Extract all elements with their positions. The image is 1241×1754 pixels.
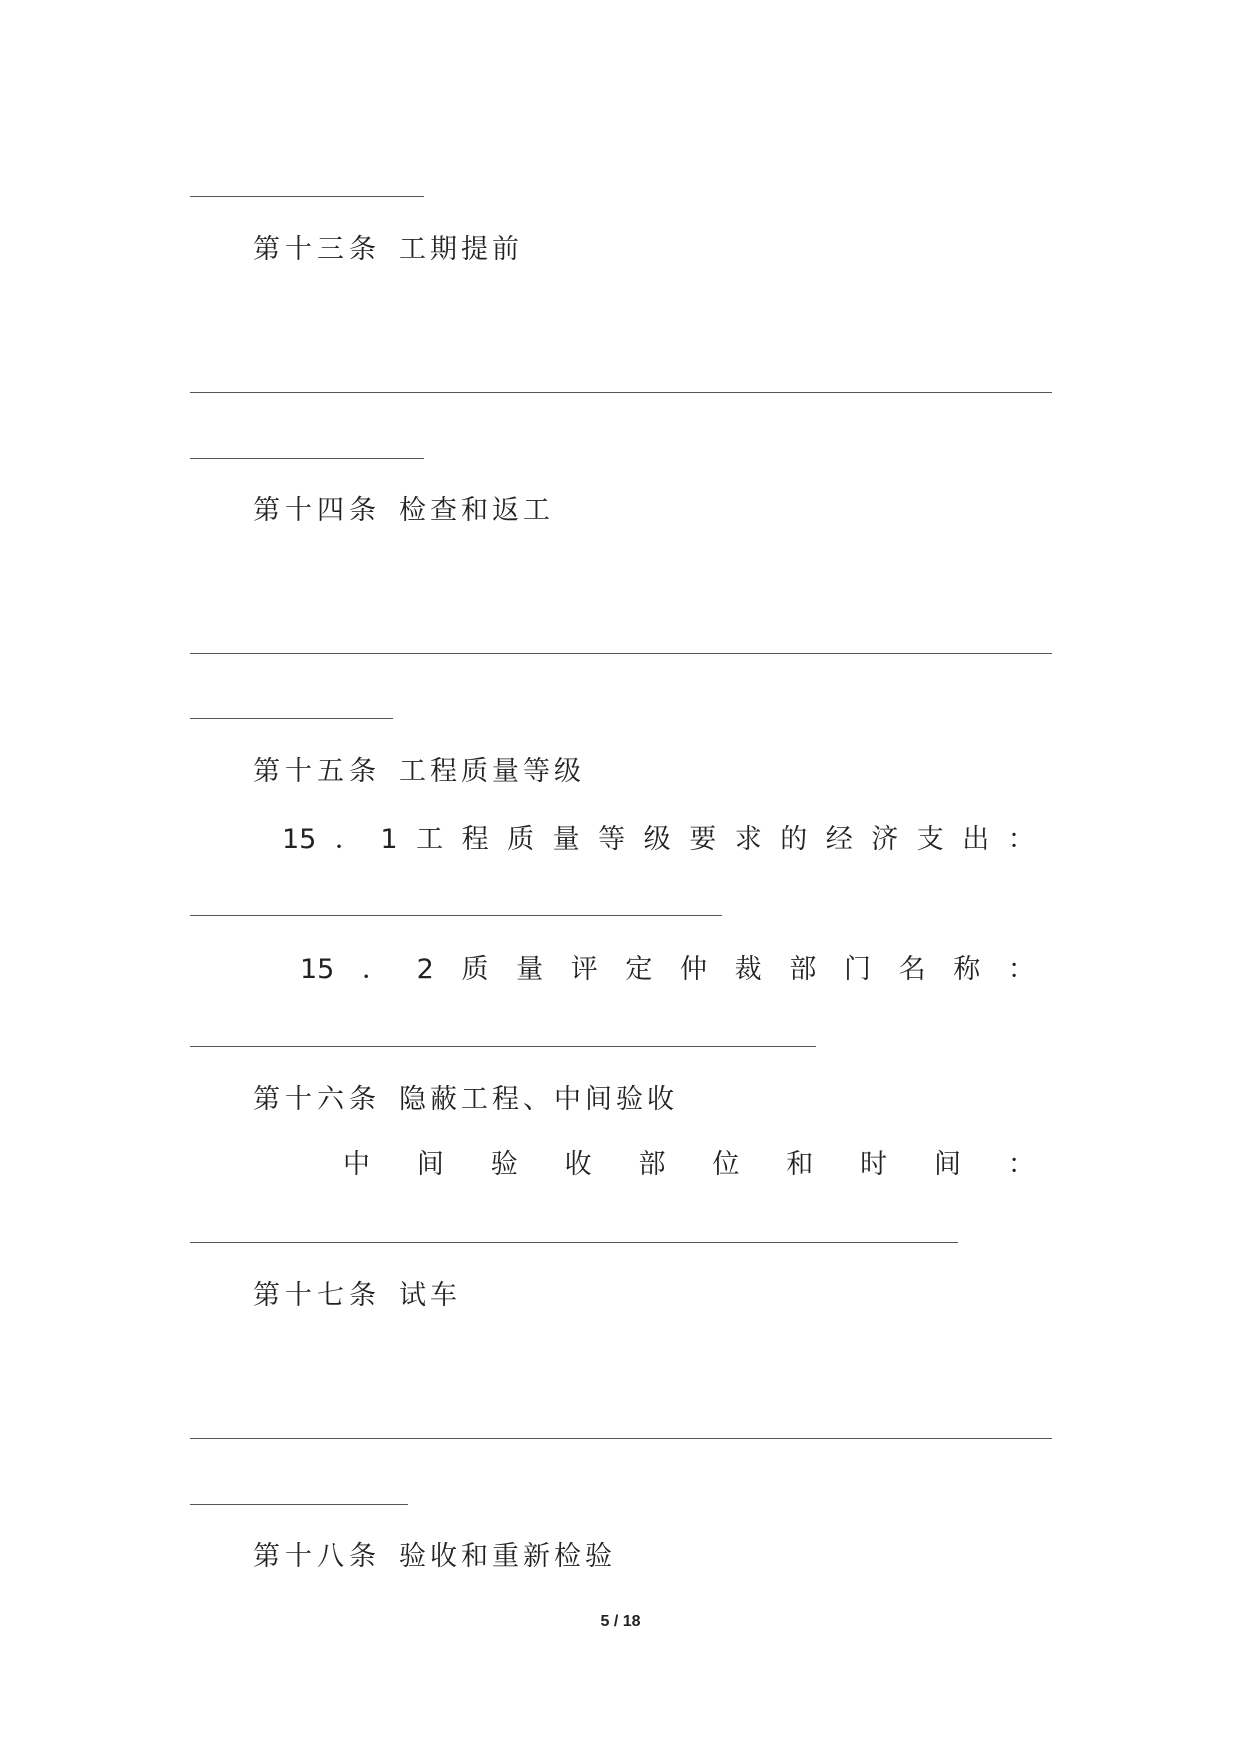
item-16: [343, 1147, 1035, 1183]
article-16-heading: [253, 1082, 678, 1118]
article-number: 第十八条: [253, 1541, 381, 1572]
page-indicator: 5 / 18: [600, 1613, 641, 1630]
spread-glyph: 和: [786, 1149, 814, 1180]
spread-glyph: 间: [934, 1149, 961, 1180]
article-number: 第十七条: [253, 1280, 381, 1311]
spread-glyph: 部: [789, 954, 817, 985]
spread-glyph: ：: [1007, 824, 1035, 855]
article-number: 第十五条: [253, 756, 381, 787]
blank-line: [190, 653, 1052, 654]
blank-line: [190, 1242, 958, 1243]
spread-glyph: 部: [638, 1149, 666, 1180]
spread-glyph: 名: [898, 954, 926, 985]
article-title: 工程质量等级: [399, 756, 585, 787]
blank-line: [190, 458, 424, 459]
spread-glyph: 15: [300, 954, 335, 985]
spread-glyph: 15: [282, 824, 317, 855]
spread-glyph: 验: [490, 1149, 518, 1180]
spread-glyph: 济: [871, 824, 899, 855]
article-number: 第十四条: [253, 495, 381, 526]
spread-glyph: 间: [416, 1149, 444, 1180]
spread-glyph: 称: [953, 954, 981, 985]
spread-glyph: ：: [1007, 1149, 1035, 1180]
blank-line: [190, 196, 424, 197]
blank-line: [190, 1438, 1052, 1439]
article-18-heading: [253, 1539, 616, 1575]
item-15-2: [300, 952, 1035, 988]
article-14-heading: [253, 493, 554, 529]
blank-line: [190, 1046, 816, 1047]
spread-glyph: ．: [362, 954, 389, 985]
blank-line: [190, 392, 1052, 393]
spread-glyph: 级: [643, 824, 671, 855]
article-number: 第十三条: [253, 234, 381, 265]
spread-glyph: 收: [564, 1149, 592, 1180]
spread-glyph: 门: [843, 954, 871, 985]
spread-glyph: 评: [570, 954, 598, 985]
spread-glyph: 质: [507, 824, 535, 855]
article-title: 检查和返工: [399, 495, 554, 526]
spread-glyph: 中: [343, 1149, 370, 1180]
article-17-heading: [253, 1278, 461, 1314]
blank-line: [190, 915, 722, 916]
spread-glyph: 质: [461, 954, 489, 985]
spread-glyph: 1: [380, 824, 398, 855]
article-title: 隐蔽工程、中间验收: [399, 1084, 678, 1115]
spread-glyph: 求: [734, 824, 762, 855]
spread-glyph: 程: [461, 824, 489, 855]
blank-line: [190, 1504, 408, 1505]
spread-glyph: 要: [689, 824, 717, 855]
spread-glyph: 工: [416, 824, 444, 855]
article-title: 试车: [399, 1280, 461, 1311]
item-15-1: [282, 822, 1035, 858]
spread-glyph: 经: [825, 824, 853, 855]
spread-glyph: 等: [598, 824, 626, 855]
article-title: 工期提前: [399, 234, 523, 265]
spread-glyph: ：: [1007, 954, 1035, 985]
spread-glyph: 定: [625, 954, 653, 985]
blank-line: [190, 718, 393, 719]
spread-glyph: 量: [516, 954, 544, 985]
article-13-heading: [253, 232, 523, 268]
article-15-heading: [253, 754, 585, 790]
article-number: 第十六条: [253, 1084, 381, 1115]
spread-glyph: 支: [916, 824, 944, 855]
spread-glyph: 2: [416, 954, 434, 985]
spread-glyph: 位: [712, 1149, 740, 1180]
spread-glyph: 的: [780, 824, 808, 855]
spread-glyph: 裁: [734, 954, 762, 985]
article-title: 验收和重新检验: [399, 1541, 616, 1572]
spread-glyph: 量: [552, 824, 580, 855]
spread-glyph: 时: [860, 1149, 888, 1180]
spread-glyph: 出: [962, 824, 990, 855]
spread-glyph: 仲: [680, 954, 708, 985]
spread-glyph: ．: [334, 824, 362, 855]
